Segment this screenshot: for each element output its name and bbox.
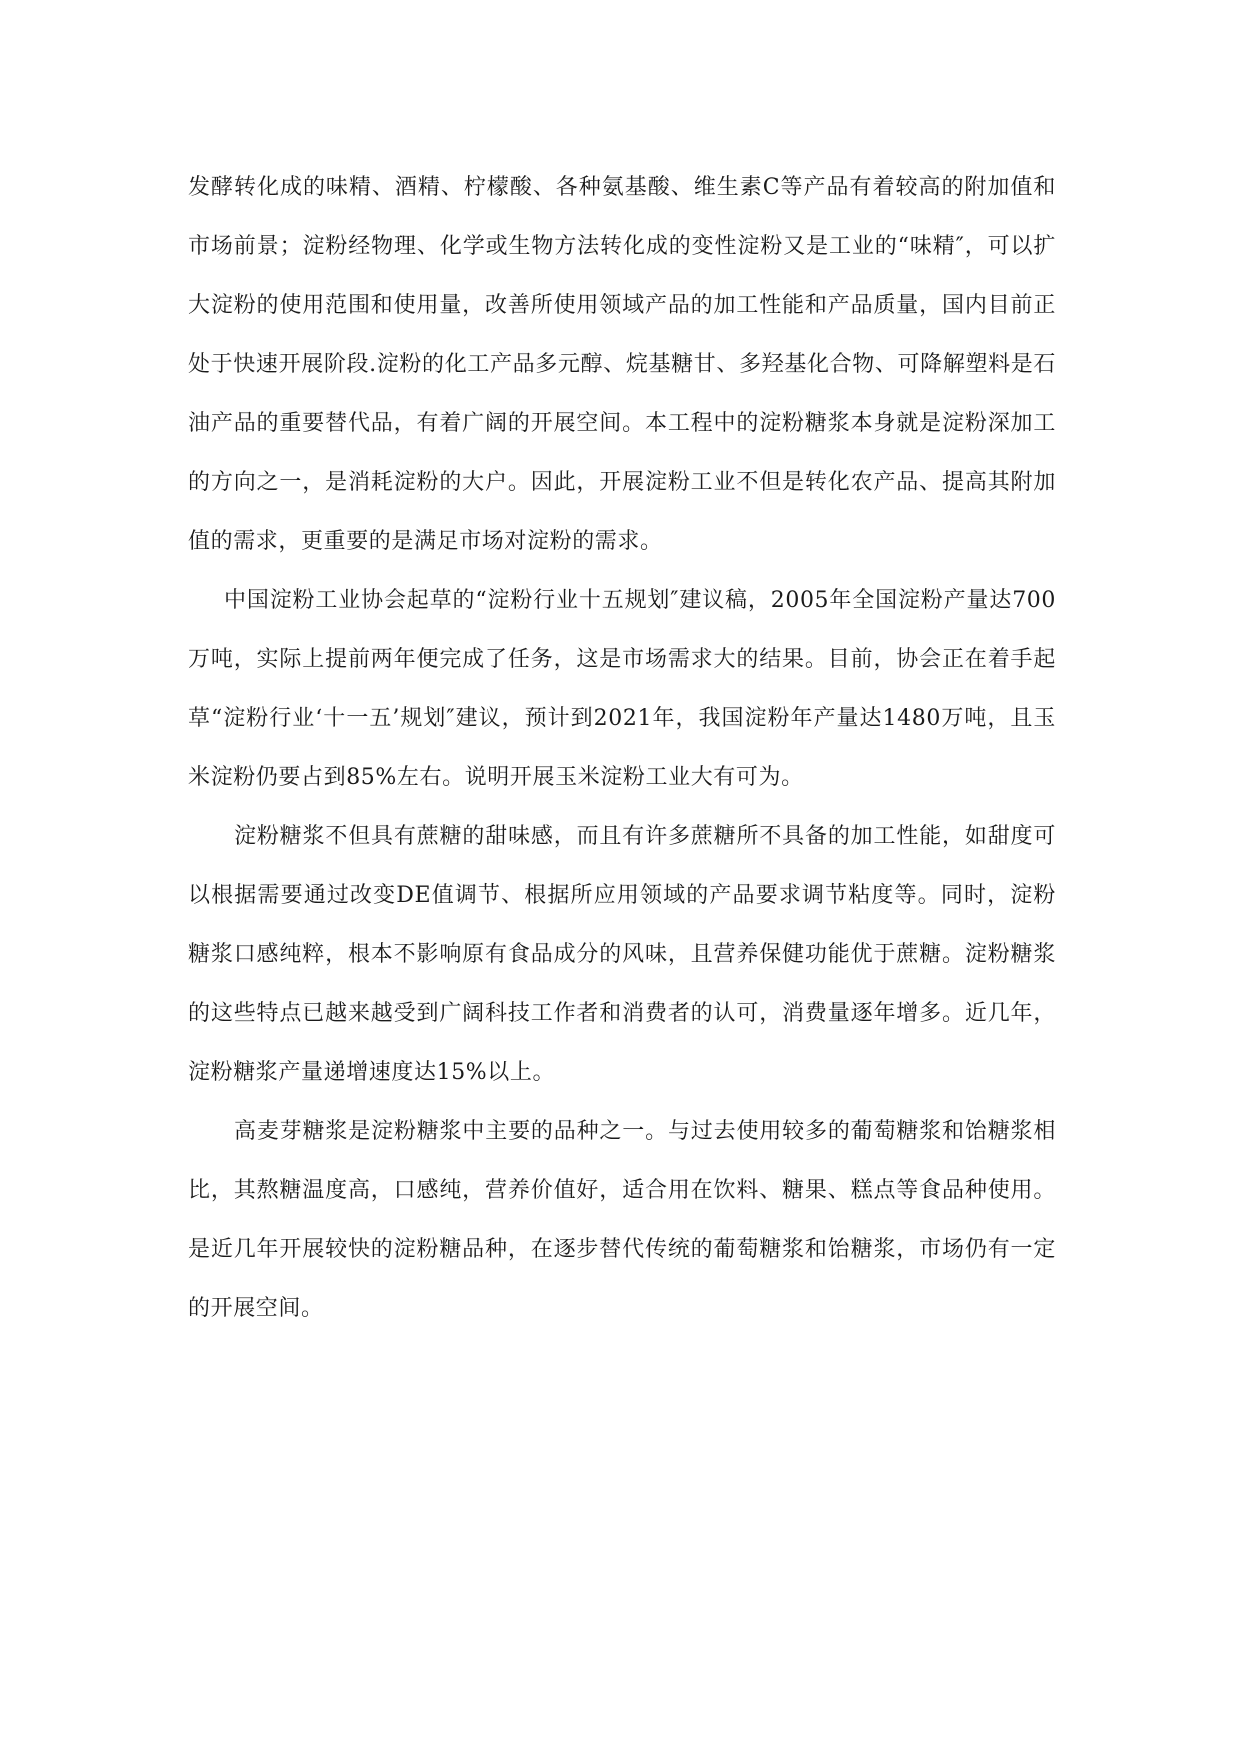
paragraph-starch-products: 发酵转化成的味精、酒精、柠檬酸、各种氨基酸、维生素C等产品有着较高的附加值和市场前景；淀粉经物理、化学或生物方法转化成的变性淀粉又是工业的“味精″，可以扩大淀粉的使用范围和使用量，改善所使用领域产品的加工性能和产品质量，国内目前正处于快速开展阶段.淀粉的化工产品多元醇、烷基糖甘、多羟基化合物、可降解塑料是石油产品的重要替代品，有着广阔的开展空间。本工程中的淀粉糖浆本身就是淀粉深加工的方向之一，是消耗淀粉的大户。因此，开展淀粉工业不但是转化农产品、提高其附加值的需求，更重要的是满足市场对淀粉的需求。 <box>188 175 1056 554</box>
paragraph-industry-plan: 中国淀粉工业协会起草的“淀粉行业十五规划″建议稿，2005年全国淀粉产量达700万吨，实际上提前两年便完成了任务，这是市场需求大的结果。目前，协会正在着手起草“淀粉行业‘十一五’规划″建议，预计到2021年，我国淀粉年产量达1480万吨，且玉米淀粉仍要占到85%左右。说明开展玉米淀粉工业大有可为。 <box>188 588 1056 790</box>
paragraph-maltose-syrup: 高麦芽糖浆是淀粉糖浆中主要的品种之一。与过去使用较多的葡萄糖浆和饴糖浆相比，其熬糖温度高，口感纯，营养价值好，适合用在饮料、糖果、糕点等食品种使用。是近几年开展较快的淀粉糖品种，在逐步替代传统的葡萄糖浆和饴糖浆，市场仍有一定的开展空间。 <box>188 1119 1056 1321</box>
paragraph-starch-syrup: 淀粉糖浆不但具有蔗糖的甜味感，而且有许多蔗糖所不具备的加工性能，如甜度可以根据需要通过改变DE值调节、根据所应用领域的产品要求调节粘度等。同时，淀粉糖浆口感纯粹，根本不影响原有食品成分的风味，且营养保健功能优于蔗糖。淀粉糖浆的这些特点已越来越受到广阔科技工作者和消费者的认可，消费量逐年增多。近几年，淀粉糖浆产量递增速度达15%以上。 <box>188 824 1056 1085</box>
document-body <box>188 158 1056 1338</box>
